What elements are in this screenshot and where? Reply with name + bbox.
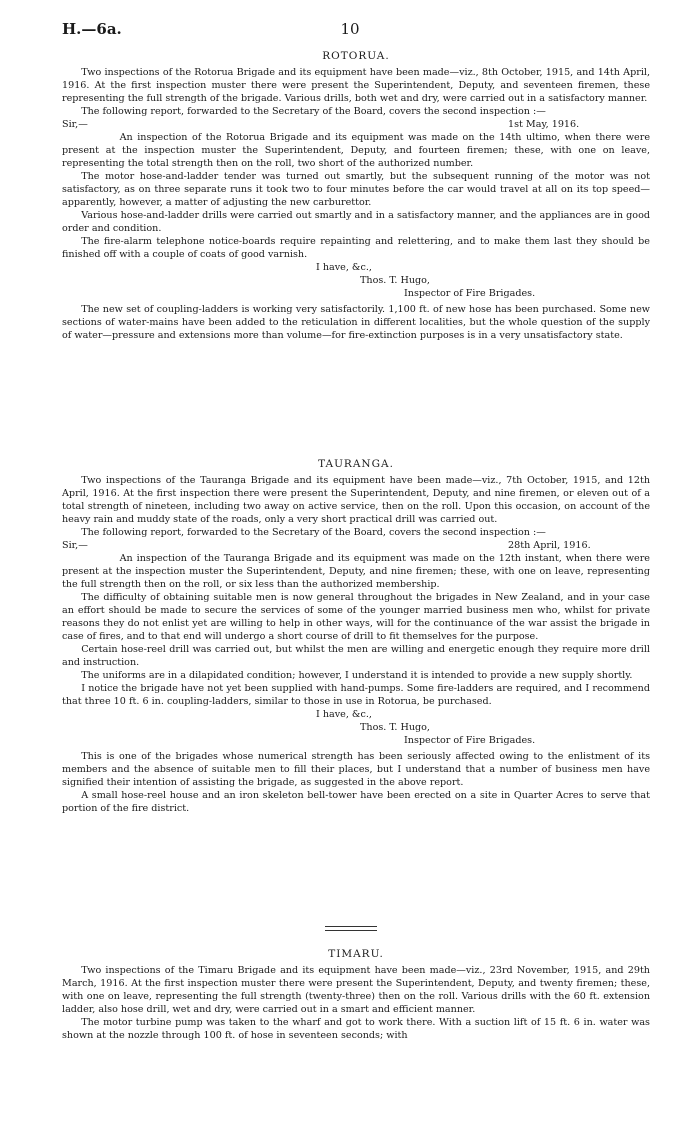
section-title-timaru: TIMARU. — [328, 948, 384, 960]
report-code: H.—6a. — [62, 20, 122, 38]
paragraph: The new set of coupling-ladders is working very satisfactorily. 1,100 ft. of new hose has been purchased. Some new sections of water-mains have been added to the reticulation in different localities, but the whole question of the supply of water—pressure and extensions more than volume—for fire-extinction purposes is in a very unsatisfactory state. — [62, 304, 650, 341]
section-rotorua — [62, 50, 650, 342]
signer-title: Inspector of Fire Brigades. — [404, 288, 536, 299]
letter-paragraph: The motor hose-and-ladder tender was turned out smartly, but the subsequent running of the motor was not satisfactory, as on three separate runs it took two to four minutes before the car would travel at all on its top speed—apparently, however, a matter of adjusting the new carburettor. — [62, 171, 650, 208]
section-title-tauranga: TAURANGA. — [318, 458, 394, 470]
closing: I have, &c., — [316, 709, 372, 720]
letter-date: 28th April, 1916. — [508, 540, 591, 551]
letter-paragraph: Certain hose-reel drill was carried out, but whilst the men are willing and energetic enough they require more drill and instruction. — [62, 644, 650, 668]
letter — [62, 118, 650, 300]
paragraph: Two inspections of the Rotorua Brigade and its equipment have been made—viz., 8th October, 1915, and 14th April, 1916. At the first inspection muster there were present the Superintendent, Deputy, and seventeen firemen, these representing the full strength of the brigade. Various drills, both wet and dry, were carried out in a satisfactory manner. — [62, 67, 650, 104]
letter-paragraph: The fire-alarm telephone notice-boards require repainting and relettering, and to make them last they should be finished off with a couple of coats of good varnish. — [62, 236, 650, 260]
paragraph: The motor turbine pump was taken to the wharf and got to work there. With a suction lift of 15 ft. 6 in. water was shown at the nozzle through 100 ft. of hose in seventeen seconds; with — [62, 1017, 650, 1041]
paragraph: Two inspections of the Timaru Brigade and its equipment have been made—viz., 23rd November, 1915, and 29th March, 1916. At the first inspection muster there were present the Superintendent, Deputy, and twenty firemen; these, with one on leave, representing the full strength (twenty-three) then on the roll. Various drills with the 60 ft. extension ladder, also hose drill, wet and dry, were carried out in a smart and efficient manner. — [62, 965, 650, 1015]
closing: I have, &c., — [316, 262, 372, 273]
letter-paragraph: I notice the brigade have not yet been supplied with hand-pumps. Some fire-ladders are required, and I recommend that three 10 ft. 6 in. coupling-ladders, similar to those in use in Rotorua, be purchased. — [62, 683, 650, 707]
signer: Thos. T. Hugo, — [360, 275, 430, 286]
paragraph: This is one of the brigades whose numerical strength has been seriously affected owing to the enlistment of its members and the absence of suitable men to fill their places, but I understand that a number of business men have signified their intention of assisting the brigade, as suggested in the above report. — [62, 751, 650, 788]
paragraph: The following report, forwarded to the Secretary of the Board, covers the second inspection :— — [81, 527, 546, 538]
section-divider — [325, 926, 377, 931]
letter-paragraph: The uniforms are in a dilapidated condition; however, I understand it is intended to provide a new supply shortly. — [81, 670, 633, 681]
signer-title: Inspector of Fire Brigades. — [404, 735, 536, 746]
section-title-rotorua: ROTORUA. — [322, 50, 390, 62]
letter-paragraph: Various hose-and-ladder drills were carried out smartly and in a satisfactory manner, and the appliances are in good order and condition. — [62, 210, 650, 234]
paragraph: A small hose-reel house and an iron skeleton bell-tower have been erected on a site in Quarter Acres to serve that portion of the fire district. — [62, 790, 650, 814]
paragraph: Two inspections of the Tauranga Brigade and its equipment have been made—viz., 7th October, 1915, and 12th April, 1916. At the first inspection there were present the Superintendent, Deputy, and nine firemen, or eleven out of a total strength of nineteen, including two away on active service, then on the roll. Upon this occasion, on account of the heavy rain and muddy state of the roads, only a very short practical drill was carried out. — [62, 475, 650, 525]
section-timaru — [62, 948, 650, 1042]
letter — [62, 539, 650, 747]
paragraph: The following report, forwarded to the Secretary of the Board, covers the second inspection :— — [81, 106, 546, 117]
letter-paragraph: An inspection of the Tauranga Brigade and its equipment was made on the 12th instant, when there were present at the inspection muster the Superintendent, Deputy, and nine firemen; these, with one on leave, representing the full strength then on the roll, or six less than the authorized membership. — [62, 553, 650, 590]
section-tauranga — [62, 458, 650, 815]
letter-paragraph: The difficulty of obtaining suitable men is now general throughout the brigades in New Zealand, and in your case an effort should be made to secure the services of some of the younger married business men who, whilst for private reasons they do not enlist yet are willing to help in other ways, will for the continuance of the war assist the brigade in case of fires, and to that end will undergo a short course of drill to fit themselves for the purpose. — [62, 592, 650, 642]
page-number: 10 — [340, 20, 360, 38]
letter-date: 1st May, 1916. — [508, 119, 580, 130]
letter-paragraph: An inspection of the Rotorua Brigade and its equipment was made on the 14th ultimo, when there were present at the inspection muster the Superintendent, Deputy, and fourteen firemen; these, with one on leave, representing the total strength then on the roll, two short of the authorized number. — [62, 132, 650, 169]
signer: Thos. T. Hugo, — [360, 722, 430, 733]
salutation: Sir,— — [62, 119, 88, 130]
salutation: Sir,— — [62, 540, 88, 551]
